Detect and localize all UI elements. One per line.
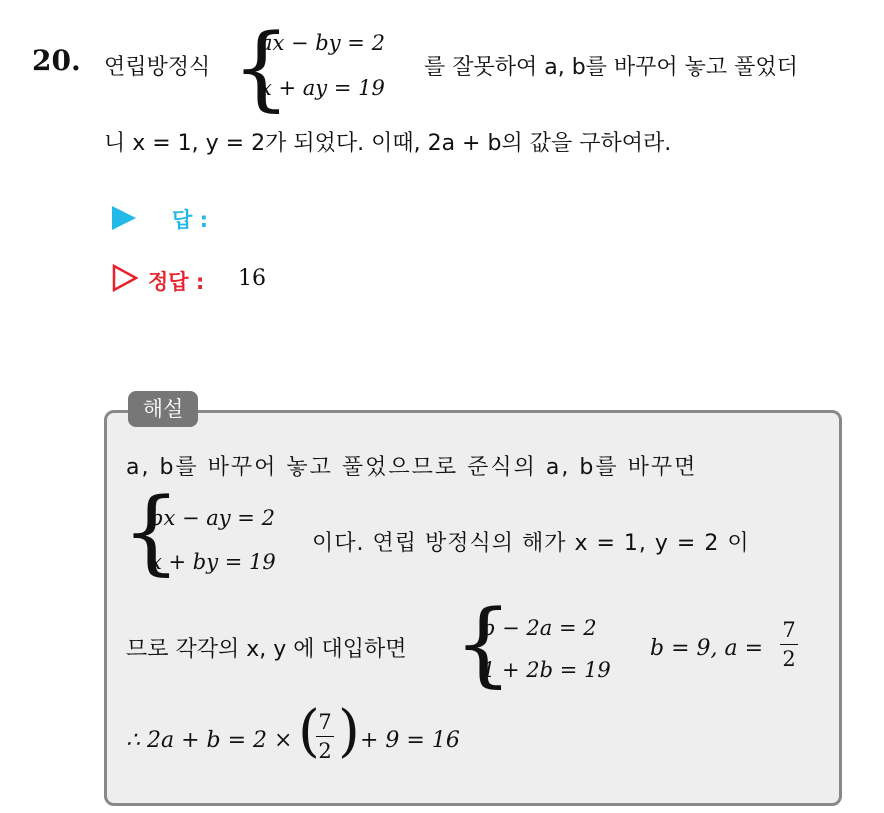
fraction-numerator: 7 xyxy=(782,618,796,642)
explanation-result: b = 9, a = xyxy=(650,636,764,661)
right-paren: ) xyxy=(338,699,360,764)
fraction-bar xyxy=(780,644,798,645)
answer-label: 답 : xyxy=(172,208,208,232)
final-equation-suffix: + 9 = 16 xyxy=(360,728,460,753)
system-brace: { xyxy=(232,14,291,121)
explanation-system2-eq1: b − 2a = 2 xyxy=(482,616,597,640)
fraction-seven-halves xyxy=(780,618,798,671)
system-equation-2: x + ay = 19 xyxy=(260,76,385,100)
correct-value: 16 xyxy=(238,266,266,291)
answer-play-icon xyxy=(112,206,136,230)
question-intro: 연립방정식 xyxy=(104,55,211,80)
final-fraction-denominator: 2 xyxy=(318,739,332,763)
correct-label: 정답 : xyxy=(148,270,205,294)
final-fraction-bar xyxy=(316,736,334,737)
fraction-denominator: 2 xyxy=(782,647,796,671)
question-text-continued: 를 잘못하여 a, b를 바꾸어 놓고 풀었더 xyxy=(424,55,798,80)
final-fraction xyxy=(316,710,334,763)
question-line-2: 니 x = 1, y = 2가 되었다. 이때, 2a + b의 값을 구하여라. xyxy=(104,131,672,156)
explanation-line-2: 이다. 연립 방정식의 해가 x = 1, y = 2 이 xyxy=(312,531,750,556)
question-number: 20. xyxy=(32,44,81,77)
explanation-line-1: a, b를 바꾸어 놓고 풀었으므로 준식의 a, b를 바꾸면 xyxy=(126,455,698,480)
system-equation-1: ax − by = 2 xyxy=(260,31,385,55)
explanation-system1-eq2: x + by = 19 xyxy=(150,550,276,574)
correct-play-icon xyxy=(112,264,138,296)
explanation-system2-eq2: 1 + 2b = 19 xyxy=(482,658,611,682)
final-equation-prefix: ∴ 2a + b = 2 × xyxy=(126,728,293,753)
explanation-tag: 해설 xyxy=(128,391,198,427)
left-paren: ( xyxy=(298,699,320,764)
explanation-system1-eq1: bx − ay = 2 xyxy=(150,506,275,530)
explanation-line-3: 므로 각각의 x, y 에 대입하면 xyxy=(126,637,407,662)
final-fraction-numerator: 7 xyxy=(318,710,332,734)
explanation-system1-brace: { xyxy=(122,478,181,585)
explanation-system2-brace: { xyxy=(454,590,513,697)
